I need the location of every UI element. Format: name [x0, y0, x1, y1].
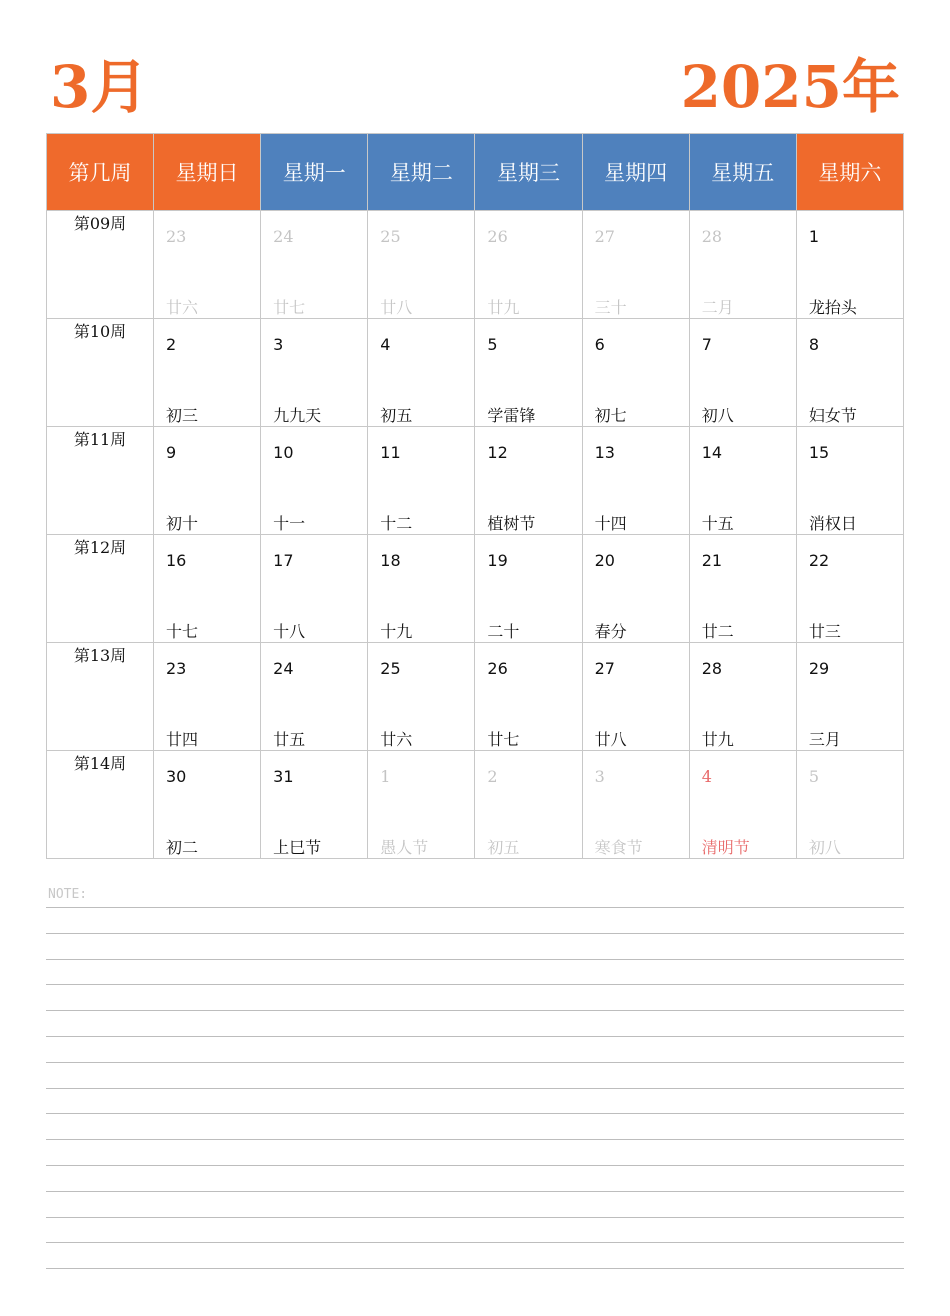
day-cell[interactable]: [689, 211, 796, 319]
day-cell[interactable]: [261, 535, 368, 643]
day-number: 3: [594, 767, 605, 786]
lunar-label: 十五: [701, 514, 734, 533]
lunar-label: 十七: [166, 622, 199, 641]
header-week-number: 第几周: [47, 134, 154, 211]
day-number: 27: [594, 659, 615, 678]
note-line: [46, 1217, 904, 1218]
note-line: [46, 1242, 904, 1243]
week-row: [47, 211, 904, 319]
header-saturday: 星期六: [796, 134, 903, 211]
week-number-label: 第12周: [47, 535, 154, 643]
day-cell[interactable]: [475, 427, 582, 535]
lunar-label: 廿七: [487, 730, 520, 749]
day-number: 26: [487, 227, 508, 246]
day-number: 15: [808, 443, 830, 462]
day-number: 8: [808, 335, 820, 354]
day-cell[interactable]: [475, 319, 582, 427]
lunar-label: 初三: [166, 406, 199, 425]
lunar-label: 三十: [594, 298, 627, 317]
month-title: 3月: [50, 53, 149, 121]
lunar-label: 十八: [273, 622, 306, 641]
lunar-label: 初五: [487, 838, 520, 857]
day-cell[interactable]: [582, 751, 689, 859]
day-number: 20: [594, 551, 615, 570]
lunar-label: 十二: [380, 514, 413, 533]
day-cell[interactable]: [689, 427, 796, 535]
lunar-label: 清明节: [701, 838, 750, 857]
lunar-label: 学雷锋: [487, 406, 536, 425]
week-number-label: 第11周: [47, 427, 154, 535]
day-number: 1: [808, 227, 820, 246]
header-sunday: 星期日: [154, 134, 261, 211]
day-cell[interactable]: [475, 643, 582, 751]
day-cell[interactable]: [154, 751, 261, 859]
lunar-label: 消权日: [808, 514, 857, 533]
day-number: 5: [487, 335, 498, 354]
lunar-label: 十四: [594, 514, 627, 533]
lunar-label: 初八: [808, 838, 841, 857]
lunar-label: 初十: [166, 514, 199, 533]
lunar-label: 廿四: [166, 730, 199, 749]
lunar-label: 十一: [273, 514, 306, 533]
calendar-grid: [46, 133, 904, 859]
day-cell[interactable]: [154, 211, 261, 319]
note-line: [46, 1165, 904, 1166]
day-cell[interactable]: [475, 535, 582, 643]
day-cell[interactable]: [582, 427, 689, 535]
lunar-label: 初七: [594, 406, 627, 425]
day-number: 3: [273, 335, 284, 354]
day-cell[interactable]: [368, 211, 475, 319]
lunar-label: 十九: [380, 622, 413, 641]
lunar-label: 上巳节: [273, 838, 322, 857]
day-number: 27: [594, 227, 615, 246]
note-line: [46, 1062, 904, 1063]
day-number: 31: [273, 767, 294, 786]
day-number: 7: [701, 335, 712, 354]
week-row: [47, 643, 904, 751]
day-number: 5: [808, 767, 820, 786]
lunar-label: 愚人节: [380, 838, 429, 857]
note-line: [46, 1139, 904, 1140]
lunar-label: 二月: [701, 298, 734, 317]
day-number: 17: [273, 551, 294, 570]
day-number: 28: [701, 227, 723, 246]
day-number: 2: [487, 767, 498, 786]
day-cell[interactable]: [368, 319, 475, 427]
note-line: [46, 959, 904, 960]
day-cell[interactable]: [582, 535, 689, 643]
weekday-header-row: [47, 134, 904, 211]
lunar-label: 廿八: [594, 730, 627, 749]
note-line: [46, 907, 904, 908]
day-number: 6: [594, 335, 605, 354]
lunar-label: 二十: [487, 622, 520, 641]
header-friday: 星期五: [689, 134, 796, 211]
lunar-label: 廿五: [273, 730, 306, 749]
lunar-label: 廿八: [380, 298, 413, 317]
day-cell[interactable]: [796, 535, 903, 643]
day-cell[interactable]: [261, 751, 368, 859]
note-line: [46, 1113, 904, 1114]
lunar-label: 廿三: [808, 622, 841, 641]
day-cell[interactable]: [796, 751, 903, 859]
day-number: 25: [380, 659, 401, 678]
lunar-label: 廿二: [701, 622, 734, 641]
lunar-label: 妇女节: [808, 406, 857, 425]
day-number: 4: [701, 767, 712, 786]
day-number: 2: [166, 335, 177, 354]
day-cell[interactable]: [261, 643, 368, 751]
week-number-label: 第14周: [47, 751, 154, 859]
day-cell[interactable]: [368, 643, 475, 751]
lunar-label: 初八: [701, 406, 734, 425]
lunar-label: 初五: [380, 406, 413, 425]
header-wednesday: 星期三: [475, 134, 582, 211]
day-cell[interactable]: [689, 643, 796, 751]
day-number: 4: [380, 335, 391, 354]
week-number-label: 第10周: [47, 319, 154, 427]
year-title: 2025年: [680, 53, 900, 121]
note-line: [46, 984, 904, 985]
day-number: 24: [273, 659, 294, 678]
day-cell[interactable]: [796, 427, 903, 535]
header-tuesday: 星期二: [368, 134, 475, 211]
day-cell[interactable]: [154, 427, 261, 535]
day-number: 21: [701, 551, 723, 570]
day-cell[interactable]: [261, 211, 368, 319]
day-number: 28: [701, 659, 723, 678]
day-number: 23: [166, 659, 187, 678]
day-cell[interactable]: [475, 751, 582, 859]
lunar-label: 廿六: [166, 298, 199, 317]
day-cell[interactable]: [689, 535, 796, 643]
lunar-label: 春分: [594, 622, 627, 641]
day-cell[interactable]: [154, 319, 261, 427]
note-label: NOTE:: [48, 887, 88, 902]
day-cell[interactable]: [582, 643, 689, 751]
day-cell[interactable]: [796, 319, 903, 427]
day-cell[interactable]: [796, 211, 903, 319]
day-number: 24: [273, 227, 294, 246]
day-cell[interactable]: [368, 535, 475, 643]
day-number: 16: [166, 551, 187, 570]
note-line: [46, 933, 904, 934]
note-line: [46, 1036, 904, 1037]
day-cell[interactable]: [796, 643, 903, 751]
lunar-label: 廿九: [701, 730, 734, 749]
lunar-label: 龙抬头: [808, 298, 857, 317]
week-row: [47, 427, 904, 535]
day-cell[interactable]: [582, 319, 689, 427]
day-number: 9: [166, 443, 177, 462]
day-cell[interactable]: [475, 211, 582, 319]
day-number: 18: [380, 551, 401, 570]
day-number: 19: [487, 551, 508, 570]
lunar-label: 寒食节: [594, 838, 643, 857]
lunar-label: 植树节: [487, 514, 536, 533]
week-row: [47, 751, 904, 859]
day-number: 22: [808, 551, 830, 570]
note-line: [46, 1010, 904, 1011]
lunar-label: 廿九: [487, 298, 520, 317]
header-thursday: 星期四: [582, 134, 689, 211]
day-cell[interactable]: [261, 319, 368, 427]
day-number: 13: [594, 443, 615, 462]
day-number: 10: [273, 443, 294, 462]
day-number: 29: [808, 659, 830, 678]
day-cell[interactable]: [368, 751, 475, 859]
header-monday: 星期一: [261, 134, 368, 211]
day-cell[interactable]: [154, 535, 261, 643]
day-cell[interactable]: [689, 751, 796, 859]
lunar-label: 廿六: [380, 730, 413, 749]
week-number-label: 第09周: [47, 211, 154, 319]
week-row: [47, 535, 904, 643]
day-number: 1: [380, 767, 391, 786]
note-line: [46, 1268, 904, 1269]
day-number: 26: [487, 659, 508, 678]
day-number: 25: [380, 227, 401, 246]
day-number: 12: [487, 443, 508, 462]
day-number: 23: [166, 227, 187, 246]
lunar-label: 三月: [808, 730, 841, 749]
day-cell[interactable]: [261, 427, 368, 535]
note-line: [46, 1191, 904, 1192]
day-cell[interactable]: [368, 427, 475, 535]
day-number: 11: [380, 443, 401, 462]
day-cell[interactable]: [689, 319, 796, 427]
day-number: 14: [701, 443, 723, 462]
note-line: [46, 1088, 904, 1089]
day-cell[interactable]: [582, 211, 689, 319]
day-number: 30: [166, 767, 187, 786]
lunar-label: 初二: [166, 838, 199, 857]
week-row: [47, 319, 904, 427]
day-cell[interactable]: [154, 643, 261, 751]
week-number-label: 第13周: [47, 643, 154, 751]
lunar-label: 九九天: [273, 406, 322, 425]
lunar-label: 廿七: [273, 298, 306, 317]
